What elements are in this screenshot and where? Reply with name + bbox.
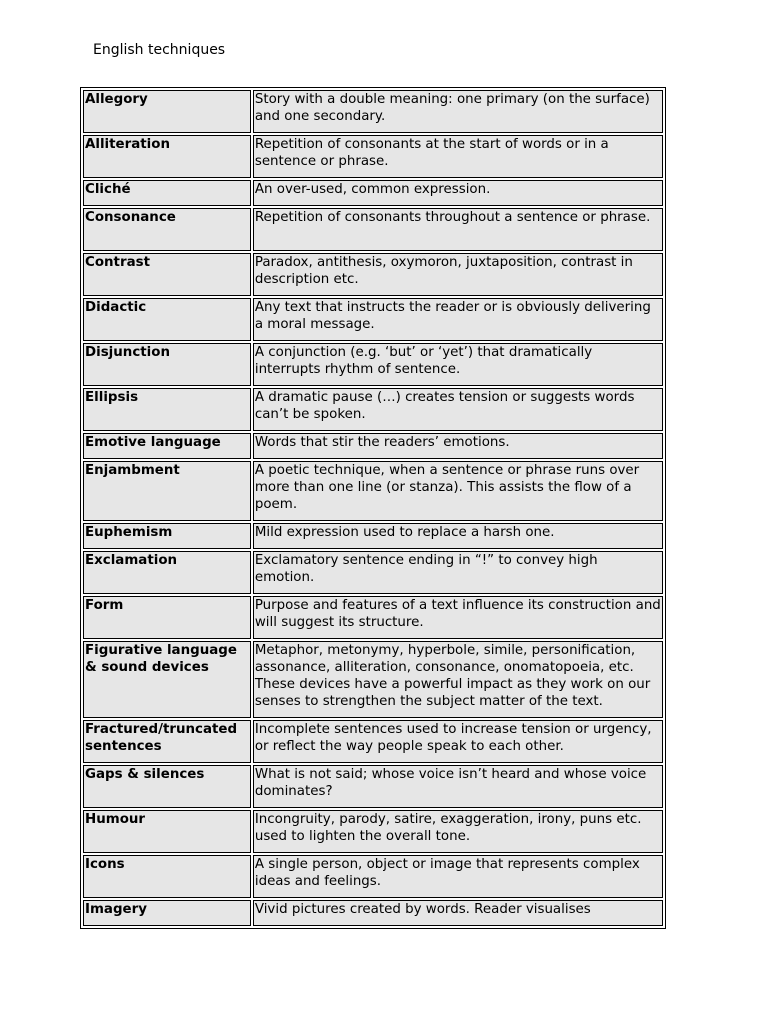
term-cell: Icons	[83, 855, 251, 898]
table-row	[83, 135, 663, 178]
table-row	[83, 900, 663, 926]
term-cell: Allegory	[83, 90, 251, 133]
term-cell: Euphemism	[83, 523, 251, 549]
definition-cell: A single person, object or image that represents complex ideas and feelings.	[253, 855, 663, 898]
term-cell: Form	[83, 596, 251, 639]
term-cell: Figurative language & sound devices	[83, 641, 251, 718]
term-cell: Imagery	[83, 900, 251, 926]
table-row	[83, 810, 663, 853]
table-row	[83, 253, 663, 296]
table-row	[83, 720, 663, 763]
term-cell: Exclamation	[83, 551, 251, 594]
document-title: English techniques	[93, 42, 226, 58]
term-cell: Cliché	[83, 180, 251, 206]
definition-cell: Words that stir the readers’ emotions.	[253, 433, 663, 459]
definition-cell: Mild expression used to replace a harsh one.	[253, 523, 663, 549]
techniques-table-body	[83, 90, 663, 926]
table-row	[83, 461, 663, 521]
definition-cell: Incomplete sentences used to increase tension or urgency, or reflect the way people speak to each other.	[253, 720, 663, 763]
definition-cell: Story with a double meaning: one primary (on the surface) and one secondary.	[253, 90, 663, 133]
table-row	[83, 180, 663, 206]
definition-cell: Exclamatory sentence ending in “!” to convey high emotion.	[253, 551, 663, 594]
definition-cell: Vivid pictures created by words. Reader visualises	[253, 900, 663, 926]
term-cell: Alliteration	[83, 135, 251, 178]
term-cell: Enjambment	[83, 461, 251, 521]
table-row	[83, 523, 663, 549]
techniques-table	[80, 87, 666, 929]
definition-cell: Purpose and features of a text influence its construction and will suggest its structure.	[253, 596, 663, 639]
term-cell: Consonance	[83, 208, 251, 251]
table-row	[83, 208, 663, 251]
table-row	[83, 388, 663, 431]
definition-cell: Incongruity, parody, satire, exaggeration, irony, puns etc. used to lighten the overall tone.	[253, 810, 663, 853]
term-cell: Emotive language	[83, 433, 251, 459]
table-row	[83, 596, 663, 639]
definition-cell: Repetition of consonants throughout a sentence or phrase.	[253, 208, 663, 251]
table-row	[83, 765, 663, 808]
term-cell: Contrast	[83, 253, 251, 296]
table-row	[83, 641, 663, 718]
table-row	[83, 343, 663, 386]
definition-cell: A poetic technique, when a sentence or phrase runs over more than one line (or stanza). This assists the flow of a poem.	[253, 461, 663, 521]
definition-cell: An over-used, common expression.	[253, 180, 663, 206]
term-cell: Didactic	[83, 298, 251, 341]
definition-cell: Any text that instructs the reader or is obviously delivering a moral message.	[253, 298, 663, 341]
term-cell: Fractured/truncated sentences	[83, 720, 251, 763]
term-cell: Ellipsis	[83, 388, 251, 431]
definition-cell: Metaphor, metonymy, hyperbole, simile, personification, assonance, alliteration, consonance, onomatopoeia, etc. These devices have a powerful impact as they work on our senses to strengthen the subject matter of the text.	[253, 641, 663, 718]
table-row	[83, 433, 663, 459]
table-row	[83, 855, 663, 898]
table-row	[83, 551, 663, 594]
term-cell: Humour	[83, 810, 251, 853]
term-cell: Gaps & silences	[83, 765, 251, 808]
table-row	[83, 90, 663, 133]
table-row	[83, 298, 663, 341]
definition-cell: Repetition of consonants at the start of words or in a sentence or phrase.	[253, 135, 663, 178]
definition-cell: A conjunction (e.g. ‘but’ or ‘yet’) that dramatically interrupts rhythm of sentence.	[253, 343, 663, 386]
definition-cell: What is not said; whose voice isn’t heard and whose voice dominates?	[253, 765, 663, 808]
term-cell: Disjunction	[83, 343, 251, 386]
definition-cell: Paradox, antithesis, oxymoron, juxtaposition, contrast in description etc.	[253, 253, 663, 296]
definition-cell: A dramatic pause (…) creates tension or suggests words can’t be spoken.	[253, 388, 663, 431]
